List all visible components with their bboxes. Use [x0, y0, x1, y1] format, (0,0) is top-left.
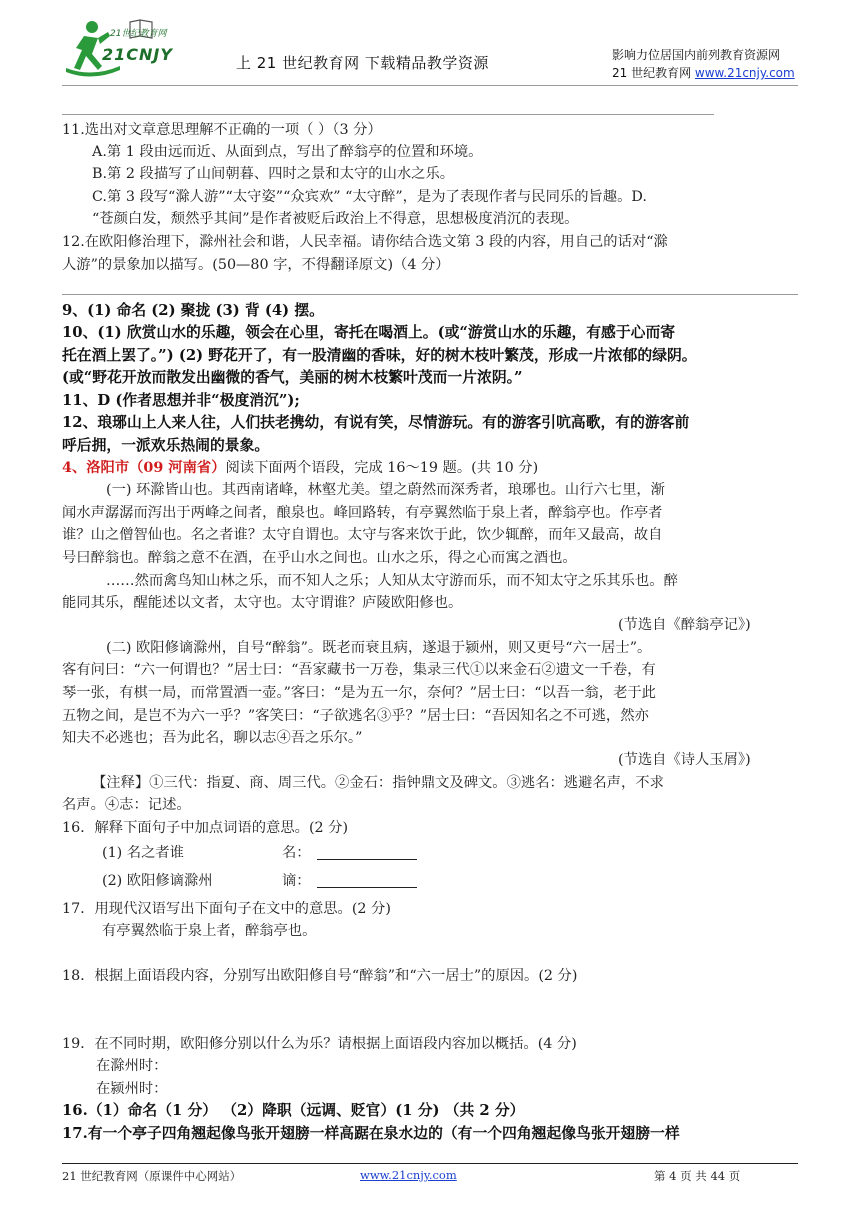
passage2-line5: 知夫不必逃也；吾为此名，聊以志④吾之乐尔。” [62, 730, 363, 746]
q11-option-d: “苍颜白发，颓然乎其间”是作者被贬后政治上不得意，思想极度消沉的表现。 [92, 211, 579, 227]
q11-option-c: C.第 3 段写“滁人游”“太守姿”“众宾欢” “太守醉”，是为了表现作者与民同乐的旨趣。D. [92, 189, 647, 205]
q16-answer1-label: 名： [282, 845, 311, 861]
site-logo[interactable] [62, 18, 192, 80]
q19-prompt2: 在颍州时： [96, 1081, 168, 1097]
passage2-line2: 客有问曰：“六一何谓也？”居士曰：“吾家藏书一万卷，集录三代①以来金石②遗文一千卷，有 [62, 662, 656, 678]
header-site-name: 21 世纪教育网 [612, 66, 695, 80]
q11-stem: 11.选出对文章意思理解不正确的一项（ ）（3 分） [62, 122, 382, 138]
q16-answer2 [282, 871, 417, 891]
q18-stem: 18．根据上面语段内容，分别写出欧阳修自号“醉翁”和“六一居士”的原因。(2 分) [62, 968, 578, 984]
passage1-source: (节选自《醉翁亭记》) [618, 617, 751, 633]
answer-12-line2: 呼后拥，一派欢乐热闹的景象。 [62, 437, 270, 454]
answer-17: 17.有一个亭子四角翘起像鸟张开翅膀一样高踞在泉水边的（有一个四角翘起像鸟张开翅膀一样 [62, 1125, 680, 1142]
notes-line1: 【注释】①三代：指夏、商、周三代。②金石：指钟鼎文及碑文。③逃名：逃避名声，不求 [92, 775, 664, 791]
q16-answer2-label: 谪： [282, 873, 311, 889]
passage2-source: (节选自《诗人玉屑》) [618, 752, 751, 768]
section-4-intro: 阅读下面两个语段，完成 16～19 题。(共 10 分) [225, 460, 539, 476]
passage1-line5: ……然而禽鸟知山林之乐，而不知人之乐；人知从太守游而乐，而不知太守之乐其乐也。醉 [106, 573, 678, 589]
section-4-heading [62, 458, 538, 478]
q16-item2: (2) 欧阳修谪滁州 [102, 873, 213, 889]
passage2-line4: 五物之间，是岂不为六一乎？”客笑曰：“子欲逃名③乎？”居士曰：“吾因知名之不可逃，然亦 [62, 708, 649, 724]
footer-left: 21 世纪教育网（原课件中心网站） [62, 1169, 242, 1183]
q17-stem: 17．用现代汉语写出下面句子在文中的意思。(2 分) [62, 901, 391, 917]
logo-text-top: 21世纪教育网 [110, 29, 167, 39]
header-site-link[interactable]: www.21cnjy.com [694, 66, 795, 80]
q16-answer2-blank[interactable] [317, 873, 417, 888]
q19-prompt1: 在滁州时： [96, 1058, 168, 1074]
passage1-line3: 谁？山之僧智仙也。名之者谁？太守自谓也。太守与客来饮于此，饮少辄醉，而年又最高，故自 [62, 527, 663, 543]
header-divider [62, 85, 798, 86]
q16-stem: 16．解释下面句子中加点词语的意思。(2 分) [62, 820, 349, 836]
passage2-line1: (二) 欧阳修谪滁州，自号“醉翁”。既老而衰且病，遂退于颍州，则又更号“六一居士”。 [106, 640, 652, 656]
answer-10-line1: 10、(1) 欣赏山水的乐趣，领会在心里，寄托在喝酒上。(或“游赏山水的乐趣，有感于心而寄 [62, 324, 676, 341]
answer-10-line3: (或“野花开放而散发出幽微的香气，美丽的树木枝繁叶茂而一片浓阴。” [62, 369, 523, 386]
answer-16: 16.（1）命名（1 分） （2）降职（远调、贬官）(1 分) （共 2 分） [62, 1102, 525, 1119]
q11-option-a: A.第 1 段由远而近、从面到点，写出了醉翁亭的位置和环境。 [92, 144, 483, 160]
answer-9: 9、(1) 命名 (2) 聚拢 (3) 背 (4) 摆。 [62, 302, 324, 319]
footer-link[interactable]: www.21cnjy.com [360, 1168, 457, 1182]
q12-line1: 12.在欧阳修治理下，滁州社会和谐，人民幸福。请你结合选文第 3 段的内容，用自己的话对“滁 [62, 234, 668, 250]
section-4-label: 4、洛阳市（09 河南省） [62, 460, 226, 476]
header-site-line [612, 64, 795, 81]
header-tagline: 影响力位居国内前列教育资源网 [612, 48, 781, 62]
section-divider-answers [62, 294, 798, 295]
header-slogan: 上 21 世纪教育网 下载精品教学资源 [236, 54, 489, 72]
q16-answer1 [282, 843, 417, 863]
passage1-line6: 能同其乐，醒能述以文者，太守也。太守谓谁？庐陵欧阳修也。 [62, 595, 463, 611]
q12-line2: 人游”的景象加以描写。(50—80 字，不得翻译原文)（4 分） [62, 257, 450, 273]
answer-10-line2: 托在酒上罢了。”) (2) 野花开了，有一股清幽的香味，好的树木枝叶繁茂，形成一片浓郁的绿阴。 [62, 347, 697, 364]
passage1-line2: 闻水声潺潺而泻出于两峰之间者，酿泉也。峰回路转，有亭翼然临于泉上者，醉翁亭也。作亭者 [62, 505, 663, 521]
q19-stem: 19．在不同时期，欧阳修分别以什么为乐？请根据上面语段内容加以概括。(4 分) [62, 1036, 577, 1052]
logo-text-bottom: 21CNJY [102, 45, 173, 64]
passage1-line1: (一) 环滁皆山也。其西南诸峰，林壑尤美。望之蔚然而深秀者，琅琊也。山行六七里，渐 [106, 482, 665, 498]
q16-item1: (1) 名之者谁 [102, 845, 184, 861]
passage1-line4: 号曰醉翁也。醉翁之意不在酒，在乎山水之间也。山水之乐，得之心而寓之酒也。 [62, 550, 577, 566]
q16-answer1-blank[interactable] [317, 845, 417, 860]
passage2-line3: 琴一张，有棋一局，而常置酒一壶。”客曰：“是为五一尔，奈何？”居士曰：“以吾一翁，老于此 [62, 685, 656, 701]
footer-divider [62, 1163, 798, 1164]
q17-sentence: 有亭翼然临于泉上者，醉翁亭也。 [102, 923, 317, 939]
answer-12-line1: 12、琅琊山上人来人往，人们扶老携幼，有说有笑，尽情游玩。有的游客引吭高歌，有的游客前 [62, 414, 690, 431]
answer-11: 11、D (作者思想并非“极度消沉”); [62, 392, 300, 409]
footer-page-number: 第 4 页 共 44 页 [654, 1169, 741, 1183]
q11-option-b: B.第 2 段描写了山间朝暮、四时之景和太守的山水之乐。 [92, 166, 455, 182]
notes-line2: 名声。④志：记述。 [62, 797, 191, 813]
section-divider-top [62, 114, 714, 115]
